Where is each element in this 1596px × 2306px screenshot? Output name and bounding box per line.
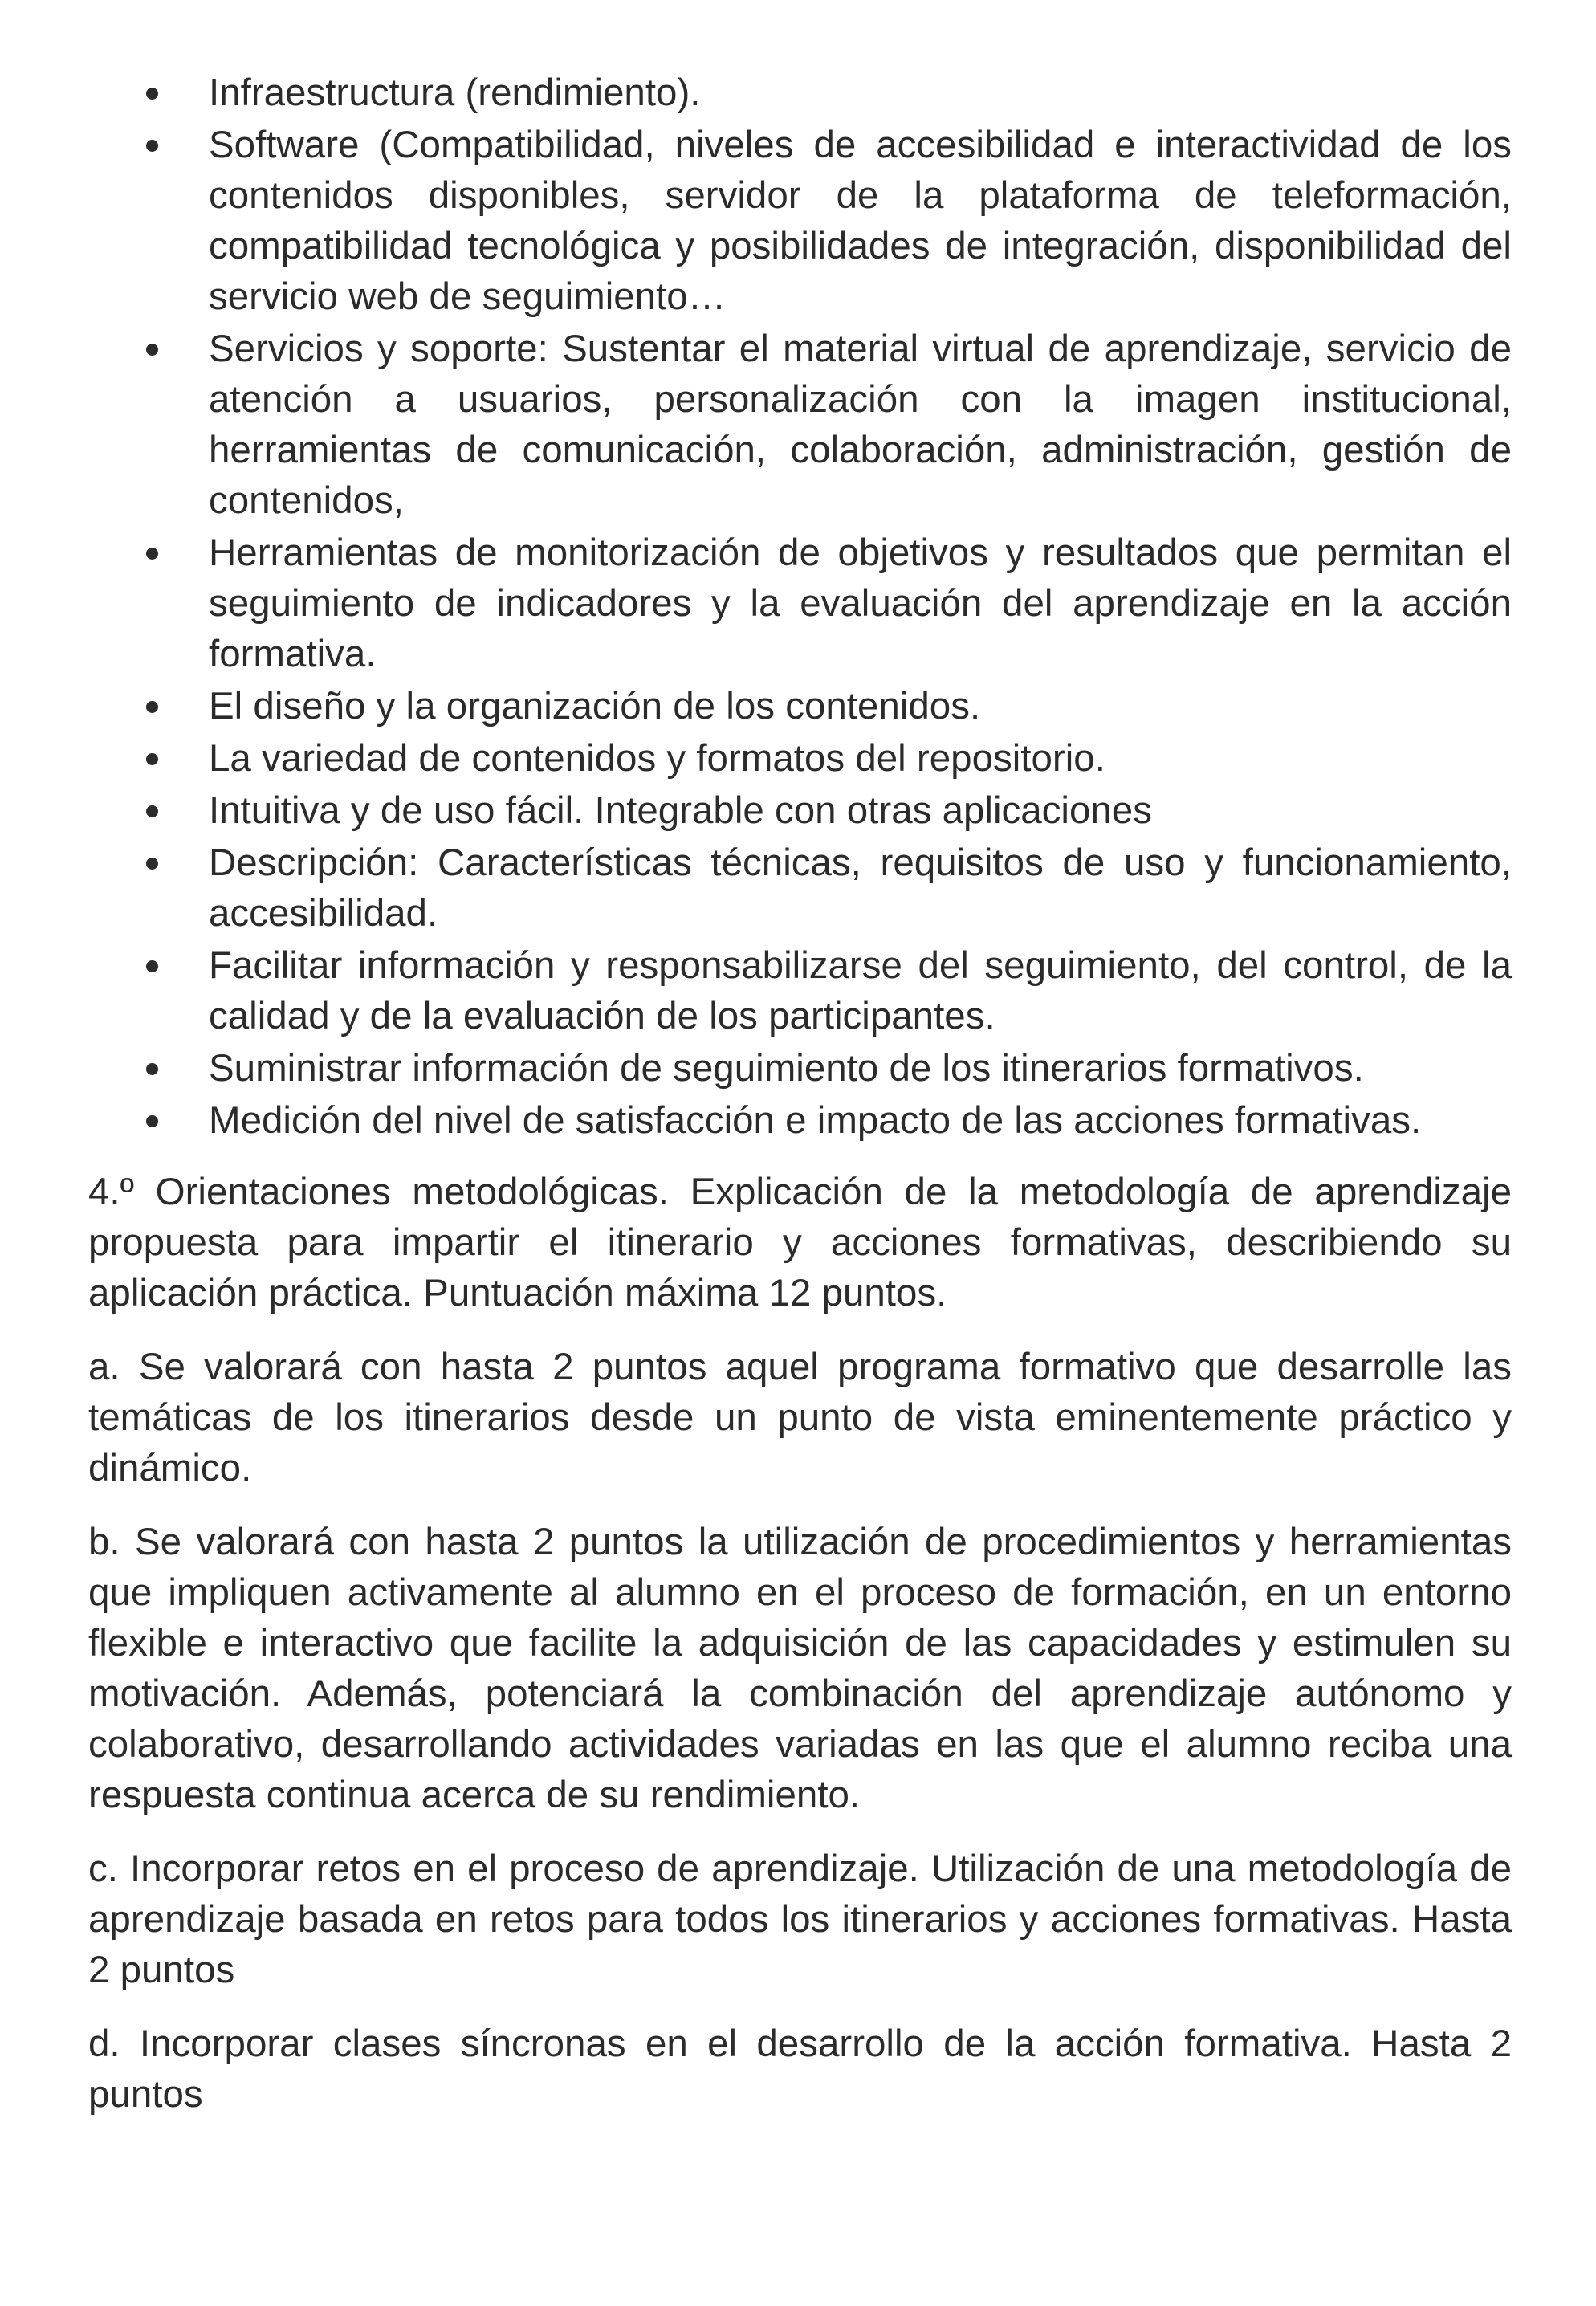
bullet-item: La variedad de contenidos y formatos del repositorio. [209, 733, 1512, 784]
criterion-a-paragraph: a. Se valorará con hasta 2 puntos aquel programa formativo que desarrolle las temáticas de los itinerarios desde un punto de vista eminentemente práctico y dinámico. [88, 1346, 1512, 1489]
bullet-item: Facilitar información y responsabilizarse del seguimiento, del control, de la calidad y de la evaluación de los participantes. [209, 940, 1512, 1041]
bullet-item: El diseño y la organización de los contenidos. [209, 681, 1512, 731]
methodology-section-heading-paragraph: 4.º Orientaciones metodológicas. Explicación de la metodología de aprendizaje propuesta para impartir el itinerario y acciones formativas, describiendo su aplicación práctica. Puntuación máxima 12 puntos. [88, 1171, 1512, 1314]
bullet-item: Servicios y soporte: Sustentar el material virtual de aprendizaje, servicio de atención a usuarios, personalización con la imagen institucional, herramientas de comunicación, colaboración, administración, gestión de contenidos, [209, 324, 1512, 526]
requirements-bullet-list [88, 67, 1512, 1146]
bullet-item: Intuitiva y de uso fácil. Integrable con otras aplicaciones [209, 785, 1512, 836]
criterion-c-paragraph: c. Incorporar retos en el proceso de aprendizaje. Utilización de una metodología de aprendizaje basada en retos para todos los itinerarios y acciones formativas. Hasta 2 puntos [88, 1848, 1512, 1991]
criterion-b-paragraph: b. Se valorará con hasta 2 puntos la utilización de procedimientos y herramientas que impliquen activamente al alumno en el proceso de formación, en un entorno flexible e interactivo que facilite la adquisición de las capacidades y estimulen su motivación. Además, potenciará la combinación del aprendizaje autónomo y colaborativo, desarrollando actividades variadas en las que el alumno reciba una respuesta continua acerca de su rendimiento. [88, 1521, 1512, 1816]
criterion-d-paragraph: d. Incorporar clases síncronas en el desarrollo de la acción formativa. Hasta 2 puntos [88, 2023, 1512, 2116]
bullet-item: Medición del nivel de satisfacción e impacto de las acciones formativas. [209, 1095, 1512, 1146]
bullet-item: Descripción: Características técnicas, requisitos de uso y funcionamiento, accesibilidad. [209, 837, 1512, 939]
bullet-item: Herramientas de monitorización de objetivos y resultados que permitan el seguimiento de indicadores y la evaluación del aprendizaje en la acción formativa. [209, 528, 1512, 679]
bullet-item: Suministrar información de seguimiento de los itinerarios formativos. [209, 1043, 1512, 1094]
bullet-item: Software (Compatibilidad, niveles de accesibilidad e interactividad de los contenidos disponibles, servidor de la plataforma de teleformación, compatibilidad tecnológica y posibilidades de integración, disponibilidad del servicio web de seguimiento… [209, 120, 1512, 322]
bullet-item: Infraestructura (rendimiento). [209, 67, 1512, 118]
